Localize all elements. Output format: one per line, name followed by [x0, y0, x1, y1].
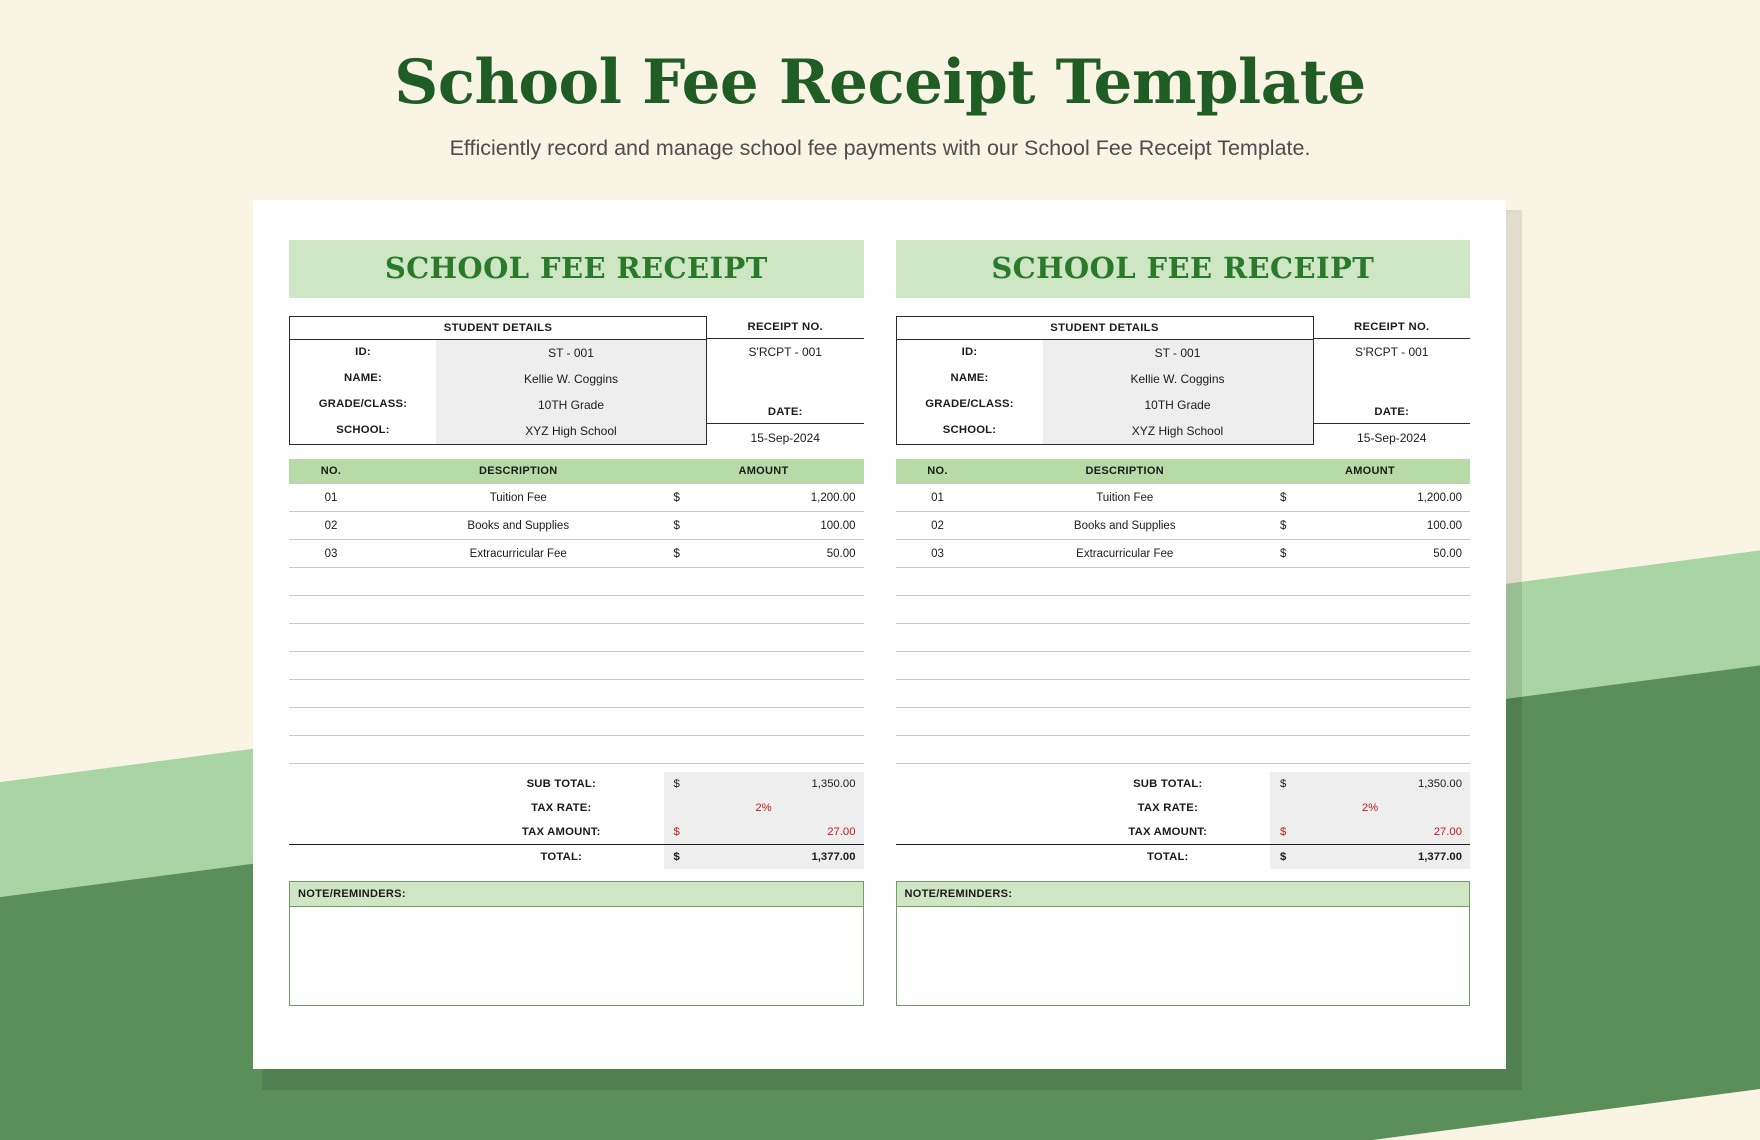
detail-row-grade [897, 392, 1313, 418]
tax-amount-number: 27.00 [1433, 826, 1462, 838]
column-header-amount: AMOUNT [1270, 459, 1470, 484]
notes-header: NOTE/REMINDERS: [897, 882, 1470, 907]
tax-amount-currency: $ [1280, 826, 1287, 838]
detail-row-grade [290, 392, 706, 418]
tax-amount-row [289, 820, 864, 844]
notes-header: NOTE/REMINDERS: [290, 882, 863, 907]
item-amount [664, 484, 864, 512]
table-row[interactable] [896, 512, 1471, 540]
column-header-no: NO. [896, 459, 980, 484]
student-details-header: STUDENT DETAILS [897, 317, 1313, 340]
item-amount-value: 100.00 [820, 519, 856, 532]
total-label: TOTAL: [540, 851, 583, 863]
total-label: TOTAL: [1146, 851, 1189, 863]
table-row[interactable] [289, 512, 864, 540]
detail-value-school[interactable]: XYZ High School [436, 418, 706, 444]
receipt-meta-block [707, 316, 864, 445]
student-details-header: STUDENT DETAILS [290, 317, 706, 340]
item-amount [664, 512, 864, 540]
column-header-description: DESCRIPTION [980, 459, 1271, 484]
notes-box [289, 881, 864, 1006]
detail-value-name[interactable]: Kellie W. Coggins [1043, 366, 1313, 392]
table-row-empty[interactable] [289, 680, 864, 708]
item-currency: $ [673, 547, 680, 560]
item-description: Books and Supplies [373, 512, 664, 540]
table-row-empty[interactable] [289, 708, 864, 736]
column-header-description: DESCRIPTION [373, 459, 664, 484]
detail-value-id[interactable]: ST - 001 [1043, 340, 1313, 366]
item-amount-value: 100.00 [1426, 519, 1462, 532]
receipt-pair [253, 200, 1506, 1069]
subtotal-amount: 1,350.00 [1418, 778, 1462, 790]
receipt-title: SCHOOL FEE RECEIPT [896, 240, 1471, 298]
item-amount [1270, 512, 1470, 540]
table-row-empty[interactable] [896, 652, 1471, 680]
student-details-block [289, 316, 864, 445]
detail-label-name: NAME: [343, 372, 383, 384]
detail-value-grade[interactable]: 10TH Grade [1043, 392, 1313, 418]
item-no: 02 [896, 512, 980, 540]
detail-label-school: SCHOOL: [942, 424, 997, 436]
item-currency: $ [1280, 519, 1287, 532]
total-value [664, 845, 864, 870]
notes-body[interactable] [897, 907, 1470, 1005]
item-currency: $ [1280, 491, 1287, 504]
item-amount-value: 50.00 [1433, 547, 1462, 560]
table-row-empty[interactable] [289, 568, 864, 596]
table-row-empty[interactable] [289, 736, 864, 764]
item-no: 01 [896, 484, 980, 512]
item-no: 01 [289, 484, 373, 512]
receipt-no-value[interactable]: S'RCPT - 001 [1355, 345, 1429, 359]
tax-rate-value[interactable]: 2% [664, 796, 864, 820]
table-row-empty[interactable] [896, 596, 1471, 624]
notes-box [896, 881, 1471, 1006]
notes-body[interactable] [290, 907, 863, 1005]
subtotal-currency: $ [673, 778, 680, 790]
item-description: Books and Supplies [980, 512, 1271, 540]
item-no: 02 [289, 512, 373, 540]
total-amount: 1,377.00 [1418, 851, 1462, 863]
subtotal-label: SUB TOTAL: [526, 778, 596, 790]
tax-amount-label: TAX AMOUNT: [521, 826, 601, 838]
item-description: Extracurricular Fee [980, 540, 1271, 568]
tax-rate-value[interactable]: 2% [1270, 796, 1470, 820]
item-currency: $ [1280, 547, 1287, 560]
student-details-table [896, 316, 1314, 445]
detail-row-name [897, 366, 1313, 392]
totals-table [896, 772, 1471, 869]
date-value[interactable]: 15-Sep-2024 [1357, 431, 1427, 445]
total-currency: $ [1280, 851, 1287, 863]
item-amount-value: 1,200.00 [810, 491, 856, 504]
tax-amount-row [896, 820, 1471, 844]
item-description: Tuition Fee [373, 484, 664, 512]
page-title: School Fee Receipt Template [394, 47, 1366, 118]
detail-value-name[interactable]: Kellie W. Coggins [436, 366, 706, 392]
table-row[interactable] [896, 540, 1471, 568]
tax-amount-label: TAX AMOUNT: [1128, 826, 1208, 838]
receipt-title: SCHOOL FEE RECEIPT [289, 240, 864, 298]
tax-amount-value [664, 820, 864, 844]
detail-value-school[interactable]: XYZ High School [1043, 418, 1313, 444]
line-items-table [289, 459, 864, 764]
subtotal-value [1270, 772, 1470, 796]
receipt-copy-left [289, 240, 864, 1029]
item-no: 03 [896, 540, 980, 568]
table-row[interactable] [896, 484, 1471, 512]
item-amount-value: 1,200.00 [1417, 491, 1462, 504]
detail-row-id [897, 340, 1313, 366]
line-items-header-row [289, 459, 864, 484]
date-label: DATE: [707, 402, 864, 424]
tax-rate-label: TAX RATE: [531, 802, 592, 814]
detail-label-school: SCHOOL: [336, 424, 390, 436]
document-sheet [253, 200, 1506, 1069]
column-header-amount: AMOUNT [664, 459, 864, 484]
item-amount [664, 540, 864, 568]
item-description: Tuition Fee [980, 484, 1271, 512]
detail-value-id[interactable]: ST - 001 [436, 340, 706, 366]
totals-table [289, 772, 864, 869]
detail-label-id: ID: [961, 346, 978, 358]
detail-row-name [290, 366, 706, 392]
total-currency: $ [673, 851, 680, 863]
line-items-table [896, 459, 1471, 764]
receipt-no-header: RECEIPT NO. [707, 316, 864, 339]
table-row-empty[interactable] [896, 708, 1471, 736]
item-currency: $ [673, 519, 680, 532]
student-details-block [896, 316, 1471, 445]
receipt-no-value[interactable]: S'RCPT - 001 [748, 345, 822, 359]
item-amount [1270, 540, 1470, 568]
line-items-header-row [896, 459, 1471, 484]
subtotal-row [896, 772, 1471, 796]
tax-amount-number: 27.00 [827, 826, 856, 838]
tax-rate-row [896, 796, 1471, 820]
column-header-no: NO. [289, 459, 373, 484]
table-row[interactable] [289, 484, 864, 512]
detail-row-school [290, 418, 706, 444]
table-row-empty[interactable] [896, 624, 1471, 652]
tax-amount-value [1270, 820, 1470, 844]
subtotal-amount: 1,350.00 [811, 778, 856, 790]
total-row [289, 845, 864, 870]
item-description: Extracurricular Fee [373, 540, 664, 568]
detail-label-grade: GRADE/CLASS: [318, 398, 408, 410]
student-details-table [289, 316, 707, 445]
table-row[interactable] [289, 540, 864, 568]
table-row-empty[interactable] [896, 680, 1471, 708]
item-no: 03 [289, 540, 373, 568]
detail-value-grade[interactable]: 10TH Grade [436, 392, 706, 418]
detail-label-grade: GRADE/CLASS: [925, 398, 1014, 410]
page-header [0, 0, 1760, 161]
tax-rate-row [289, 796, 864, 820]
detail-row-school [897, 418, 1313, 444]
detail-label-id: ID: [355, 346, 371, 358]
page-subtitle: Efficiently record and manage school fee payments with our School Fee Receipt Template. [449, 136, 1311, 161]
subtotal-row [289, 772, 864, 796]
detail-label-name: NAME: [950, 372, 989, 384]
date-label: DATE: [1314, 402, 1471, 424]
receipt-meta-block [1314, 316, 1471, 445]
receipt-no-header: RECEIPT NO. [1314, 316, 1471, 339]
table-row-empty[interactable] [896, 568, 1471, 596]
total-row [896, 845, 1471, 870]
table-row-empty[interactable] [896, 736, 1471, 764]
item-amount-value: 50.00 [826, 547, 856, 560]
receipt-copy-right [896, 240, 1471, 1029]
table-row-empty[interactable] [289, 596, 864, 624]
tax-amount-currency: $ [673, 826, 680, 838]
subtotal-label: SUB TOTAL: [1133, 778, 1203, 790]
item-amount [1270, 484, 1470, 512]
date-value[interactable]: 15-Sep-2024 [750, 431, 820, 445]
total-value [1270, 845, 1470, 870]
table-row-empty[interactable] [289, 652, 864, 680]
item-currency: $ [673, 491, 680, 504]
detail-row-id [290, 340, 706, 366]
subtotal-currency: $ [1280, 778, 1287, 790]
subtotal-value [664, 772, 864, 796]
table-row-empty[interactable] [289, 624, 864, 652]
tax-rate-label: TAX RATE: [1137, 802, 1198, 814]
total-amount: 1,377.00 [811, 851, 856, 863]
